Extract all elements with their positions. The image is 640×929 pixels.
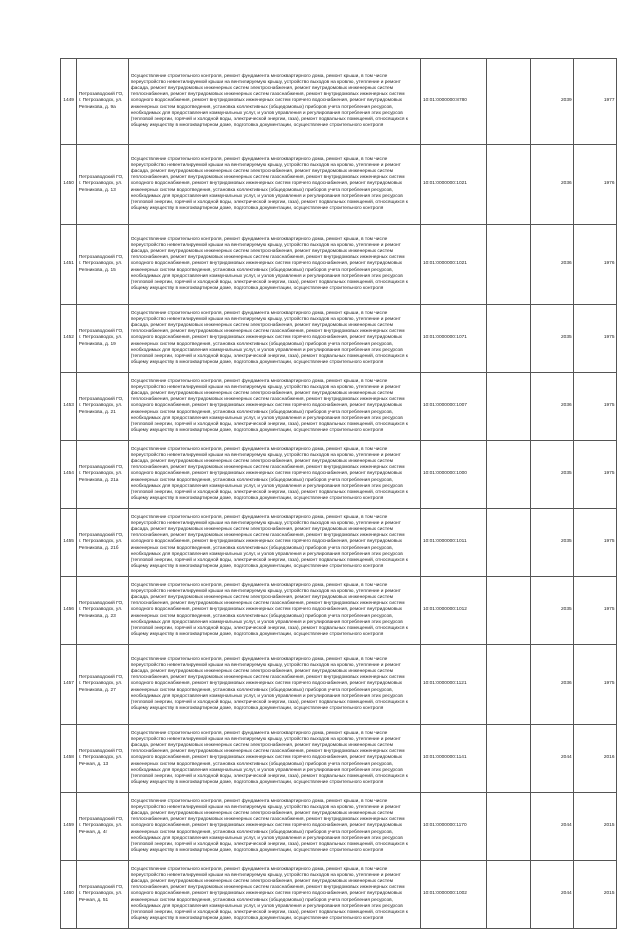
empty-cell <box>486 373 531 441</box>
empty-cell <box>486 305 531 373</box>
empty-cell <box>486 441 531 509</box>
empty-cell <box>486 509 531 577</box>
works-cell: Осуществление строительного контроля, ремонт фундамента многоквартирного дома, ремонт крыши, в том числе переустройство невентилируемой крыши на вентилируемую крышу, устройство выходов на кровлю, утепление и ремонт фасада, ремонт внутридомовых инженерных систем электроснабжения, ремонт внутридомовых инженерных систем теплоснабжения, ремонт внутридомовых инженерных систем газоснабжения, ремонт внутридомовых инженерных систем холодного водоснабжения, ремонт внутридомовых инженерных систем горячего водоснабжения, ремонт внутридомовых инженерных систем водоотведения, установка коллективных (общедомовых) приборов учета потребления ресурсов, необходимых для предоставления коммунальных услуг, и узлов управления и регулирования потребления этих ресурсов (тепловой энергии, горячей и холодной воды, электрической энергии, газа), ремонт подвальных помещений, относящихся к общему имуществу в многоквартирном доме, подготовка документации, осуществление строительного контроля <box>129 577 421 645</box>
construction-year-cell: 1975 <box>574 645 617 725</box>
works-cell: Осуществление строительного контроля, ремонт фундамента многоквартирного дома, ремонт крыши, в том числе переустройство невентилируемой крыши на вентилируемую крышу, устройство выходов на кровлю, утепление и ремонт фасада, ремонт внутридомовых инженерных систем электроснабжения, ремонт внутридомовых инженерных систем теплоснабжения, ремонт внутридомовых инженерных систем газоснабжения, ремонт внутридомовых инженерных систем холодного водоснабжения, ремонт внутридомовых инженерных систем горячего водоснабжения, ремонт внутридомовых инженерных систем водоотведения, установка коллективных (общедомовых) приборов учета потребления ресурсов, необходимых для предоставления коммунальных услуг, и узлов управления и регулирования потребления этих ресурсов (тепловой энергии, горячей и холодной воды, электрической энергии, газа), ремонт подвальных помещений, относящихся к общему имуществу в многоквартирном доме, подготовка документации, осуществление строительного контроля <box>129 145 421 225</box>
cadastral-number-cell: 10:01:0000000:1012 <box>421 577 486 645</box>
works-cell: Осуществление строительного контроля, ремонт фундамента многоквартирного дома, ремонт крыши, в том числе переустройство невентилируемой крыши на вентилируемую крышу, устройство выходов на кровлю, утепление и ремонт фасада, ремонт внутридомовых инженерных систем электроснабжения, ремонт внутридомовых инженерных систем теплоснабжения, ремонт внутридомовых инженерных систем газоснабжения, ремонт внутридомовых инженерных систем холодного водоснабжения, ремонт внутридомовых инженерных систем горячего водоснабжения, ремонт внутридомовых инженерных систем водоотведения, установка коллективных (общедомовых) приборов учета потребления ресурсов, необходимых для предоставления коммунальных услуг, и узлов управления и регулирования потребления этих ресурсов (тепловой энергии, горячей и холодной воды, электрической энергии, газа), ремонт подвальных помещений, относящихся к общему имуществу в многоквартирном доме, подготовка документации, осуществление строительного контроля <box>129 305 421 373</box>
address-cell: Петрозаводский ГО, г. Петрозаводск, ул. Репникова, д. 15 <box>77 225 129 305</box>
cadastral-number-cell: 10:01:0000000:1002 <box>421 861 486 929</box>
construction-year-cell: 2015 <box>574 861 617 929</box>
table-row <box>61 59 617 145</box>
works-cell: Осуществление строительного контроля, ремонт фундамента многоквартирного дома, ремонт крыши, в том числе переустройство невентилируемой крыши на вентилируемую крышу, устройство выходов на кровлю, утепление и ремонт фасада, ремонт внутридомовых инженерных систем электроснабжения, ремонт внутридомовых инженерных систем теплоснабжения, ремонт внутридомовых инженерных систем газоснабжения, ремонт внутридомовых инженерных систем холодного водоснабжения, ремонт внутридомовых инженерных систем горячего водоснабжения, ремонт внутридомовых инженерных систем водоотведения, установка коллективных (общедомовых) приборов учета потребления ресурсов, необходимых для предоставления коммунальных услуг, и узлов управления и регулирования потребления этих ресурсов (тепловой энергии, горячей и холодной воды, электрической энергии, газа), ремонт подвальных помещений, относящихся к общему имуществу в многоквартирном доме, подготовка документации, осуществление строительного контроля <box>129 793 421 861</box>
planned-year-cell: 2044 <box>531 725 574 793</box>
construction-year-cell: 2016 <box>574 725 617 793</box>
cadastral-number-cell: 10:01:0000000:1007 <box>421 373 486 441</box>
empty-cell <box>486 225 531 305</box>
planned-year-cell: 2036 <box>531 373 574 441</box>
register-table <box>60 58 617 929</box>
construction-year-cell: 2015 <box>574 793 617 861</box>
table-row <box>61 645 617 725</box>
register-table-body <box>61 59 617 929</box>
empty-cell <box>486 59 531 145</box>
address-cell: Петрозаводский ГО, г. Петрозаводск, ул. Репникова, д. 9а <box>77 59 129 145</box>
planned-year-cell: 2035 <box>531 305 574 373</box>
planned-year-cell: 2035 <box>531 509 574 577</box>
construction-year-cell: 1976 <box>574 225 617 305</box>
table-row <box>61 793 617 861</box>
row-number: 1459 <box>61 793 77 861</box>
table-row <box>61 861 617 929</box>
planned-year-cell: 2044 <box>531 861 574 929</box>
construction-year-cell: 1975 <box>574 305 617 373</box>
row-number: 1460 <box>61 861 77 929</box>
empty-cell <box>486 793 531 861</box>
construction-year-cell: 1977 <box>574 59 617 145</box>
address-cell: Петрозаводский ГО, г. Петрозаводск, ул. Репникова, д. 21б <box>77 509 129 577</box>
table-row <box>61 577 617 645</box>
works-cell: Осуществление строительного контроля, ремонт фундамента многоквартирного дома, ремонт крыши, в том числе переустройство невентилируемой крыши на вентилируемую крышу, устройство выходов на кровлю, утепление и ремонт фасада, ремонт внутридомовых инженерных систем электроснабжения, ремонт внутридомовых инженерных систем теплоснабжения, ремонт внутридомовых инженерных систем газоснабжения, ремонт внутридомовых инженерных систем холодного водоснабжения, ремонт внутридомовых инженерных систем горячего водоснабжения, ремонт внутридомовых инженерных систем водоотведения, установка коллективных (общедомовых) приборов учета потребления ресурсов, необходимых для предоставления коммунальных услуг, и узлов управления и регулирования потребления этих ресурсов (тепловой энергии, горячей и холодной воды, электрической энергии, газа), ремонт подвальных помещений, относящихся к общему имуществу в многоквартирном доме, подготовка документации, осуществление строительного контроля <box>129 645 421 725</box>
row-number: 1453 <box>61 373 77 441</box>
cadastral-number-cell: 10:01:0000000:1170 <box>421 793 486 861</box>
construction-year-cell: 1975 <box>574 441 617 509</box>
works-cell: Осуществление строительного контроля, ремонт фундамента многоквартирного дома, ремонт крыши, в том числе переустройство невентилируемой крыши на вентилируемую крышу, устройство выходов на кровлю, утепление и ремонт фасада, ремонт внутридомовых инженерных систем электроснабжения, ремонт внутридомовых инженерных систем теплоснабжения, ремонт внутридомовых инженерных систем газоснабжения, ремонт внутридомовых инженерных систем холодного водоснабжения, ремонт внутридомовых инженерных систем горячего водоснабжения, ремонт внутридомовых инженерных систем водоотведения, установка коллективных (общедомовых) приборов учета потребления ресурсов, необходимых для предоставления коммунальных услуг, и узлов управления и регулирования потребления этих ресурсов (тепловой энергии, горячей и холодной воды, электрической энергии, газа), ремонт подвальных помещений, относящихся к общему имуществу в многоквартирном доме, подготовка документации, осуществление строительного контроля <box>129 225 421 305</box>
planned-year-cell: 2035 <box>531 577 574 645</box>
row-number: 1454 <box>61 441 77 509</box>
row-number: 1455 <box>61 509 77 577</box>
address-cell: Петрозаводский ГО, г. Петрозаводск, ул. Репникова, д. 19 <box>77 305 129 373</box>
cadastral-number-cell: 10:01:0000000:1121 <box>421 645 486 725</box>
construction-year-cell: 1975 <box>574 373 617 441</box>
table-row <box>61 145 617 225</box>
address-cell: Петрозаводский ГО, г. Петрозаводск, ул. Речная, д. 13 <box>77 725 129 793</box>
planned-year-cell: 2036 <box>531 145 574 225</box>
address-cell: Петрозаводский ГО, г. Петрозаводск, ул. Репникова, д. 23 <box>77 577 129 645</box>
cadastral-number-cell: 10:01:0000000:1021 <box>421 145 486 225</box>
cadastral-number-cell: 10:01:0000000:1021 <box>421 225 486 305</box>
row-number: 1457 <box>61 645 77 725</box>
works-cell: Осуществление строительного контроля, ремонт фундамента многоквартирного дома, ремонт крыши, в том числе переустройство невентилируемой крыши на вентилируемую крышу, устройство выходов на кровлю, утепление и ремонт фасада, ремонт внутридомовых инженерных систем электроснабжения, ремонт внутридомовых инженерных систем теплоснабжения, ремонт внутридомовых инженерных систем газоснабжения, ремонт внутридомовых инженерных систем холодного водоснабжения, ремонт внутридомовых инженерных систем горячего водоснабжения, ремонт внутридомовых инженерных систем водоотведения, установка коллективных (общедомовых) приборов учета потребления ресурсов, необходимых для предоставления коммунальных услуг, и узлов управления и регулирования потребления этих ресурсов (тепловой энергии, горячей и холодной воды, электрической энергии, газа), ремонт подвальных помещений, относящихся к общему имуществу в многоквартирном доме, подготовка документации, осуществление строительного контроля <box>129 59 421 145</box>
row-number: 1451 <box>61 225 77 305</box>
table-row <box>61 441 617 509</box>
cadastral-number-cell: 10:01:0000000:1011 <box>421 509 486 577</box>
cadastral-number-cell: 10:01:0000000:8780 <box>421 59 486 145</box>
address-cell: Петрозаводский ГО, г. Петрозаводск, ул. Репникова, д. 13 <box>77 145 129 225</box>
table-row <box>61 225 617 305</box>
table-row <box>61 725 617 793</box>
cadastral-number-cell: 10:01:0000000:1141 <box>421 725 486 793</box>
construction-year-cell: 1976 <box>574 145 617 225</box>
empty-cell <box>486 861 531 929</box>
empty-cell <box>486 645 531 725</box>
row-number: 1458 <box>61 725 77 793</box>
works-cell: Осуществление строительного контроля, ремонт фундамента многоквартирного дома, ремонт крыши, в том числе переустройство невентилируемой крыши на вентилируемую крышу, устройство выходов на кровлю, утепление и ремонт фасада, ремонт внутридомовых инженерных систем электроснабжения, ремонт внутридомовых инженерных систем теплоснабжения, ремонт внутридомовых инженерных систем газоснабжения, ремонт внутридомовых инженерных систем холодного водоснабжения, ремонт внутридомовых инженерных систем горячего водоснабжения, ремонт внутридомовых инженерных систем водоотведения, установка коллективных (общедомовых) приборов учета потребления ресурсов, необходимых для предоставления коммунальных услуг, и узлов управления и регулирования потребления этих ресурсов (тепловой энергии, горячей и холодной воды, электрической энергии, газа), ремонт подвальных помещений, относящихся к общему имуществу в многоквартирном доме, подготовка документации, осуществление строительного контроля <box>129 861 421 929</box>
planned-year-cell: 2039 <box>531 59 574 145</box>
row-number: 1450 <box>61 145 77 225</box>
planned-year-cell: 2035 <box>531 441 574 509</box>
table-row <box>61 509 617 577</box>
planned-year-cell: 2036 <box>531 225 574 305</box>
empty-cell <box>486 145 531 225</box>
empty-cell <box>486 725 531 793</box>
cadastral-number-cell: 10:01:0000000:1071 <box>421 305 486 373</box>
empty-cell <box>486 577 531 645</box>
construction-year-cell: 1975 <box>574 577 617 645</box>
table-row <box>61 305 617 373</box>
row-number: 1449 <box>61 59 77 145</box>
construction-year-cell: 1975 <box>574 509 617 577</box>
address-cell: Петрозаводский ГО, г. Петрозаводск, ул. Репникова, д. 21а <box>77 441 129 509</box>
works-cell: Осуществление строительного контроля, ремонт фундамента многоквартирного дома, ремонт крыши, в том числе переустройство невентилируемой крыши на вентилируемую крышу, устройство выходов на кровлю, утепление и ремонт фасада, ремонт внутридомовых инженерных систем электроснабжения, ремонт внутридомовых инженерных систем теплоснабжения, ремонт внутридомовых инженерных систем газоснабжения, ремонт внутридомовых инженерных систем холодного водоснабжения, ремонт внутридомовых инженерных систем горячего водоснабжения, ремонт внутридомовых инженерных систем водоотведения, установка коллективных (общедомовых) приборов учета потребления ресурсов, необходимых для предоставления коммунальных услуг, и узлов управления и регулирования потребления этих ресурсов (тепловой энергии, горячей и холодной воды, электрической энергии, газа), ремонт подвальных помещений, относящихся к общему имуществу в многоквартирном доме, подготовка документации, осуществление строительного контроля <box>129 441 421 509</box>
works-cell: Осуществление строительного контроля, ремонт фундамента многоквартирного дома, ремонт крыши, в том числе переустройство невентилируемой крыши на вентилируемую крышу, устройство выходов на кровлю, утепление и ремонт фасада, ремонт внутридомовых инженерных систем электроснабжения, ремонт внутридомовых инженерных систем теплоснабжения, ремонт внутридомовых инженерных систем газоснабжения, ремонт внутридомовых инженерных систем холодного водоснабжения, ремонт внутридомовых инженерных систем горячего водоснабжения, ремонт внутридомовых инженерных систем водоотведения, установка коллективных (общедомовых) приборов учета потребления ресурсов, необходимых для предоставления коммунальных услуг, и узлов управления и регулирования потребления этих ресурсов (тепловой энергии, горячей и холодной воды, электрической энергии, газа), ремонт подвальных помещений, относящихся к общему имуществу в многоквартирном доме, подготовка документации, осуществление строительного контроля <box>129 373 421 441</box>
row-number: 1452 <box>61 305 77 373</box>
cadastral-number-cell: 10:01:0000000:1000 <box>421 441 486 509</box>
address-cell: Петрозаводский ГО, г. Петрозаводск, ул. Репникова, д. 21 <box>77 373 129 441</box>
row-number: 1456 <box>61 577 77 645</box>
address-cell: Петрозаводский ГО, г. Петрозаводск, ул. Речная, д. 51 <box>77 861 129 929</box>
address-cell: Петрозаводский ГО, г. Петрозаводск, ул. Репникова, д. 27 <box>77 645 129 725</box>
address-cell: Петрозаводский ГО, г. Петрозаводск, ул. Речная, д. 4г <box>77 793 129 861</box>
table-row <box>61 373 617 441</box>
planned-year-cell: 2044 <box>531 793 574 861</box>
planned-year-cell: 2036 <box>531 645 574 725</box>
works-cell: Осуществление строительного контроля, ремонт фундамента многоквартирного дома, ремонт крыши, в том числе переустройство невентилируемой крыши на вентилируемую крышу, устройство выходов на кровлю, утепление и ремонт фасада, ремонт внутридомовых инженерных систем электроснабжения, ремонт внутридомовых инженерных систем теплоснабжения, ремонт внутридомовых инженерных систем газоснабжения, ремонт внутридомовых инженерных систем холодного водоснабжения, ремонт внутридомовых инженерных систем горячего водоснабжения, ремонт внутридомовых инженерных систем водоотведения, установка коллективных (общедомовых) приборов учета потребления ресурсов, необходимых для предоставления коммунальных услуг, и узлов управления и регулирования потребления этих ресурсов (тепловой энергии, горячей и холодной воды, электрической энергии, газа), ремонт подвальных помещений, относящихся к общему имуществу в многоквартирном доме, подготовка документации, осуществление строительного контроля <box>129 509 421 577</box>
works-cell: Осуществление строительного контроля, ремонт фундамента многоквартирного дома, ремонт крыши, в том числе переустройство невентилируемой крыши на вентилируемую крышу, устройство выходов на кровлю, утепление и ремонт фасада, ремонт внутридомовых инженерных систем электроснабжения, ремонт внутридомовых инженерных систем теплоснабжения, ремонт внутридомовых инженерных систем газоснабжения, ремонт внутридомовых инженерных систем холодного водоснабжения, ремонт внутридомовых инженерных систем горячего водоснабжения, ремонт внутридомовых инженерных систем водоотведения, установка коллективных (общедомовых) приборов учета потребления ресурсов, необходимых для предоставления коммунальных услуг, и узлов управления и регулирования потребления этих ресурсов (тепловой энергии, горячей и холодной воды, электрической энергии, газа), ремонт подвальных помещений, относящихся к общему имуществу в многоквартирном доме, подготовка документации, осуществление строительного контроля <box>129 725 421 793</box>
